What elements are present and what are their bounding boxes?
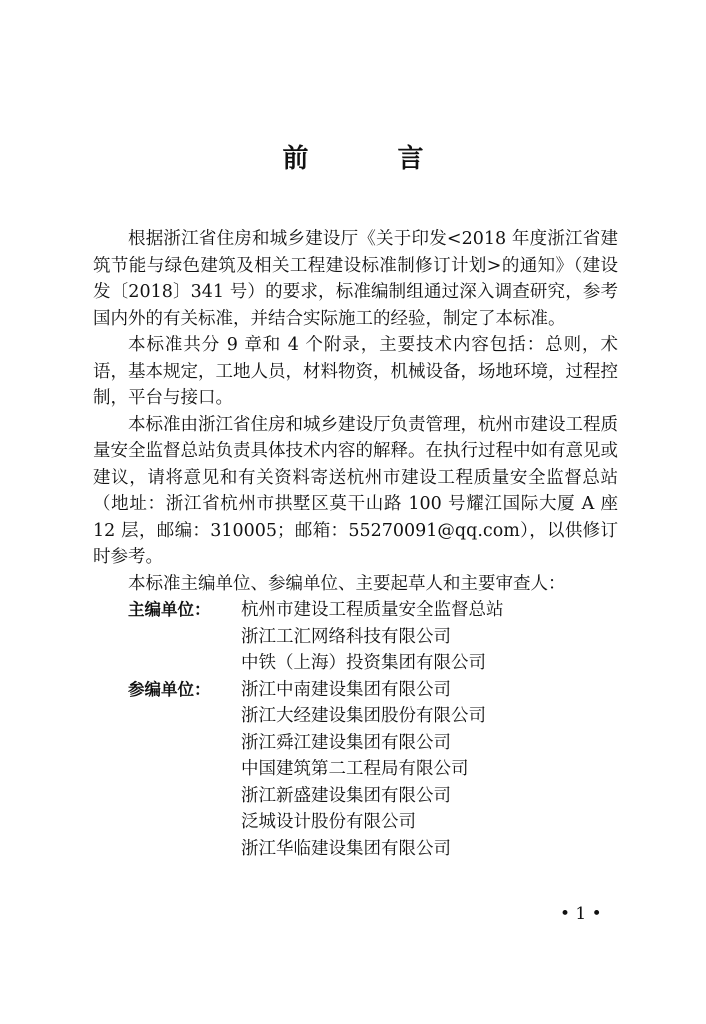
- participating-unit-item: 泛城设计股份有限公司: [241, 812, 416, 832]
- participating-unit-item: 浙江中南建设集团有限公司: [241, 679, 451, 700]
- participating-unit-item: 浙江新盛建设集团有限公司: [241, 785, 451, 806]
- participating-unit-item: 浙江大经建设集团股份有限公司: [241, 706, 486, 726]
- chief-units-label: 主编单位：: [128, 600, 211, 619]
- chief-units-list: [241, 597, 618, 677]
- page-title: 前 言: [282, 144, 464, 174]
- paragraph-contents: 本标准共分 9 章和 4 个附录，主要技术内容包括：总则，术语，基本规定，工地人员，材料物资，机械设备，场地环境，过程控制，平台与接口。: [93, 335, 618, 408]
- chief-unit-item: 浙江工汇网络科技有限公司: [241, 626, 451, 647]
- participating-unit-item: 中国建筑第二工程局有限公司: [241, 759, 469, 779]
- participating-units-list: [241, 677, 618, 863]
- chief-unit-item: 杭州市建设工程质量安全监督总站: [241, 600, 504, 620]
- paragraph-basis: 根据浙江省住房和城乡建设厅《关于印发<2018 年度浙江省建筑节能与绿色建筑及相关工程建设标准制修订计划>的通知》（建设发〔2018〕341 号）的要求，标准编制组通过深入调查研究，参考国内外的有关标准，并结合实际施工的经验，制定了本标准。: [93, 229, 618, 329]
- participating-units-row: [93, 677, 618, 863]
- chief-units-row: [93, 597, 618, 677]
- participating-unit-item: 浙江华临建设集团有限公司: [241, 838, 451, 859]
- paragraph-units-intro: 本标准主编单位、参编单位、主要起草人和主要审查人：: [128, 573, 566, 594]
- participating-unit-item: 浙江舜江建设集团有限公司: [241, 732, 451, 753]
- page-number: • 1 •: [560, 904, 602, 924]
- paragraph-management: 本标准由浙江省住房和城乡建设厅负责管理，杭州市建设工程质量安全监督总站负责具体技术内容的解释。在执行过程中如有意见或建议，请将意见和有关资料寄送杭州市建设工程质量安全监督总站（地址：浙江省杭州市拱墅区莫干山路 100 号耀江国际大厦 A 座 12 层，邮编：310005；邮箱：55270091@qq.com），以供修订时参考。: [93, 414, 618, 567]
- chief-unit-item: 中铁（上海）投资集团有限公司: [241, 653, 486, 673]
- preface-body: [93, 226, 618, 862]
- units-section: [93, 597, 618, 862]
- participating-units-label: 参编单位：: [128, 679, 211, 699]
